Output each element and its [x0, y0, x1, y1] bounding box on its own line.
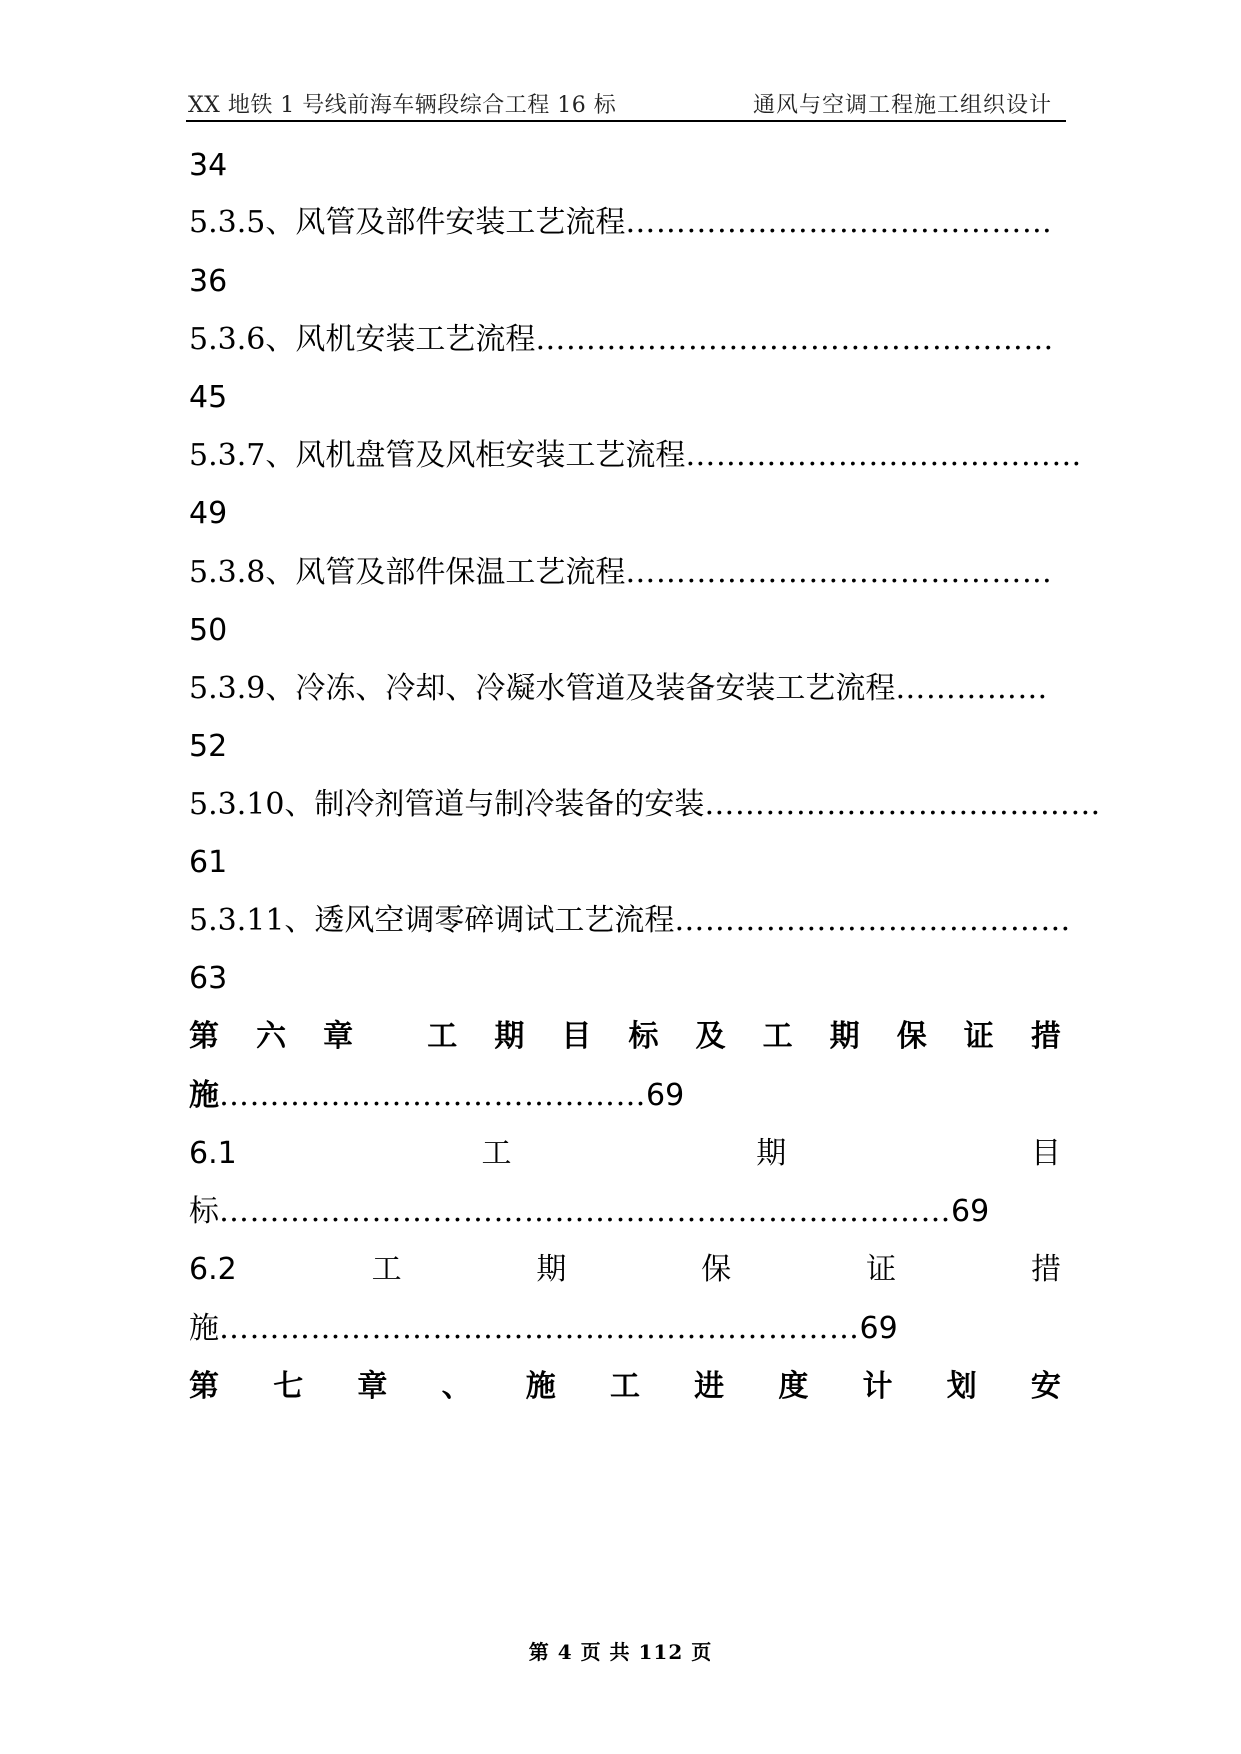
- heading-char: 保: [701, 1252, 732, 1287]
- toc-leader-dots: ……………………………………: [219, 1078, 646, 1113]
- toc-page-number: 34: [189, 148, 228, 183]
- heading-char: 工: [371, 1252, 402, 1287]
- heading-char: 目: [561, 1019, 592, 1054]
- toc-page-number: 63: [189, 961, 228, 996]
- toc-leader-dots: …………………………………: [685, 438, 1082, 473]
- toc-page-number: 52: [189, 729, 228, 764]
- heading-char: 章: [357, 1369, 388, 1404]
- section-number: 6.2: [189, 1252, 237, 1287]
- heading-char: 期: [756, 1136, 787, 1171]
- heading-char: 划: [946, 1369, 977, 1404]
- toc-entry-title: 5.3.9、冷冻、冷却、冷凝水管道及装备安装工艺流程: [189, 671, 896, 706]
- page-footer: 第 4 页 共 112 页: [528, 1640, 713, 1664]
- heading-char: 期: [536, 1252, 567, 1287]
- page-header: [186, 88, 1066, 122]
- toc-entry-title: 5.3.6、风机安装工艺流程: [189, 322, 536, 357]
- heading-char: 工: [427, 1019, 458, 1054]
- toc-entry-title: 5.3.7、风机盘管及风柜安装工艺流程: [189, 438, 686, 473]
- heading-tail: 标: [189, 1194, 219, 1229]
- heading-char: 第: [189, 1019, 219, 1054]
- heading-char: 工: [481, 1136, 512, 1171]
- heading-char: 证: [963, 1019, 994, 1054]
- heading-char: 工: [762, 1019, 793, 1054]
- header-document-title: 通风与空调工程施工组织设计: [752, 93, 1052, 118]
- heading-char: 进: [694, 1369, 725, 1404]
- toc-page-number: 45: [189, 380, 228, 415]
- heading-char: 施: [525, 1369, 556, 1404]
- toc-chapter-6-continuation: [189, 1076, 1061, 1116]
- toc-entry-5-3-8: [189, 553, 1061, 593]
- heading-char: 及: [695, 1019, 726, 1054]
- toc-leader-dots: ………………………………………………………: [219, 1311, 860, 1346]
- toc-page-number: 61: [189, 845, 228, 880]
- heading-char: 安: [1030, 1369, 1061, 1404]
- toc-section-6-1-continuation: [189, 1192, 1061, 1232]
- toc-leader-dots: …………………………………: [674, 903, 1071, 938]
- toc-page-number: 69: [951, 1194, 990, 1229]
- toc-leader-dots: …………………………………: [704, 787, 1101, 822]
- toc-entry-title: 5.3.11、透风空调零碎调试工艺流程: [189, 903, 675, 938]
- toc-entry-5-3-7: [189, 436, 1082, 476]
- heading-char: 第: [189, 1369, 219, 1404]
- heading-char: 标: [628, 1019, 659, 1054]
- heading-char: 七: [273, 1369, 304, 1404]
- heading-tail: 施: [189, 1311, 219, 1346]
- toc-chapter-7-heading: [189, 1367, 1061, 1407]
- heading-char: 措: [1030, 1252, 1061, 1287]
- toc-section-6-1: [189, 1134, 1061, 1174]
- header-project-title: XX 地铁 1 号线前海车辆段综合工程 16 标: [188, 93, 617, 118]
- toc-entry-5-3-5: [189, 203, 1061, 243]
- toc-leader-dots: ……………: [895, 671, 1048, 706]
- section-number: 6.1: [189, 1136, 237, 1171]
- toc-section-6-2-continuation: [189, 1309, 1061, 1349]
- toc-entry-title: 5.3.8、风管及部件保温工艺流程: [189, 555, 626, 590]
- heading-char: 章: [323, 1019, 354, 1054]
- toc-chapter-6-heading: [189, 1017, 1061, 1057]
- heading-char: 证: [866, 1252, 897, 1287]
- heading-tail: 施: [189, 1078, 219, 1113]
- heading-char: 目: [1030, 1136, 1061, 1171]
- toc-section-6-2: [189, 1250, 1061, 1290]
- heading-char: 期: [829, 1019, 860, 1054]
- heading-char: 计: [862, 1369, 893, 1404]
- toc-page-number: 49: [189, 496, 228, 531]
- heading-char: 工: [609, 1369, 640, 1404]
- heading-char: 期: [494, 1019, 525, 1054]
- toc-leader-dots: ………………………………………………………………: [219, 1194, 951, 1229]
- toc-leader-dots: ……………………………………: [625, 205, 1053, 240]
- toc-page-number: 69: [859, 1311, 898, 1346]
- heading-char: 度: [778, 1369, 809, 1404]
- toc-entry-title: 5.3.5、风管及部件安装工艺流程: [189, 205, 626, 240]
- toc-leader-dots: ……………………………………………: [535, 322, 1054, 357]
- toc-page-number: 36: [189, 264, 228, 299]
- heading-char: 、: [441, 1369, 472, 1404]
- heading-char: 措: [1030, 1019, 1061, 1054]
- heading-char: 六: [256, 1019, 287, 1054]
- toc-page-number: 69: [646, 1078, 685, 1113]
- toc-entry-5-3-9: [189, 669, 1061, 709]
- toc-page-number: 50: [189, 613, 228, 648]
- toc-entry-5-3-10: [189, 785, 1101, 825]
- heading-char: 保: [896, 1019, 927, 1054]
- toc-entry-5-3-11: [189, 901, 1071, 941]
- toc-entry-5-3-6: [189, 320, 1061, 360]
- toc-entry-title: 5.3.10、制冷剂管道与制冷装备的安装: [189, 787, 705, 822]
- toc-leader-dots: ……………………………………: [625, 555, 1053, 590]
